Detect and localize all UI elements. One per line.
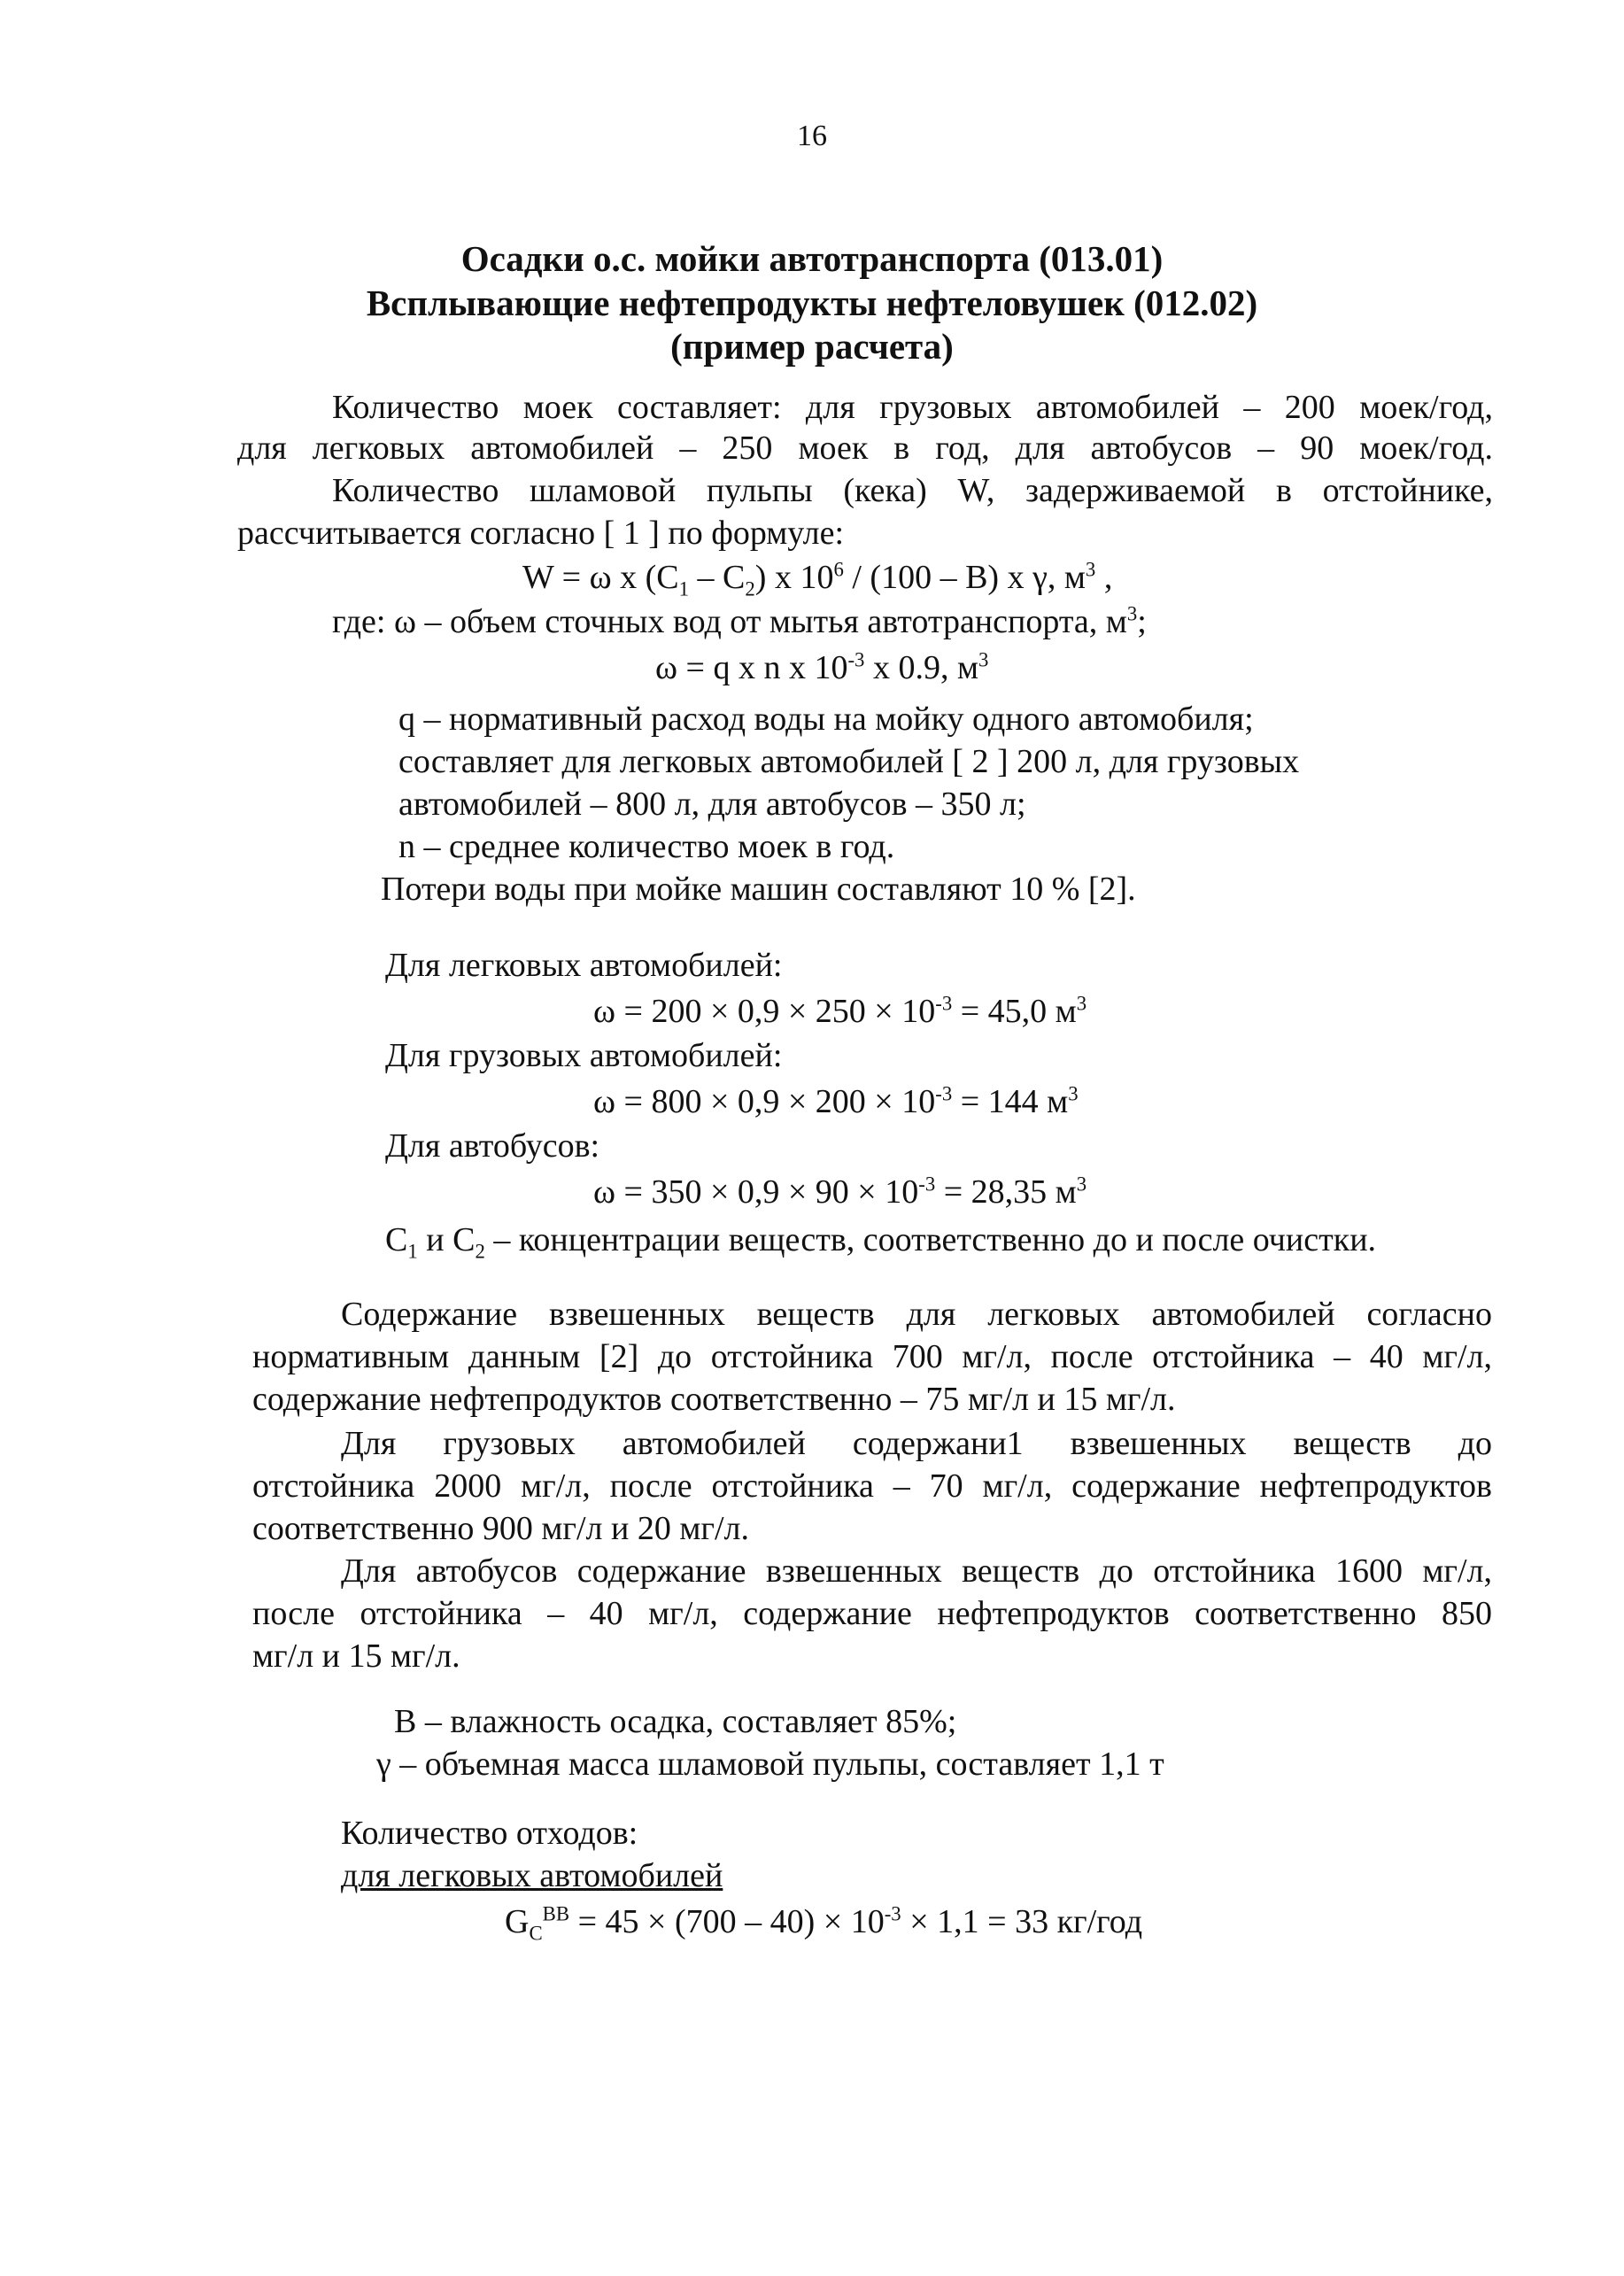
definition-q-cont2: автомобилей – 800 л, для автобусов – 350 л; [398, 786, 1026, 823]
content-p1-line3: содержание нефтепродуктов соответственно – 75 мг/л и 15 мг/л. [252, 1381, 1176, 1418]
content-p3-line2: после отстойника – 40 мг/л, содержание нефтепродуктов соответственно 850 [252, 1595, 1492, 1632]
content-p2-line2: отстойника 2000 мг/л, после отстойника – 70 мг/л, содержание нефтепродуктов [252, 1467, 1492, 1505]
trucks-formula: $\omega = 800 \times 0,9 \times 200 \times 10^{-3} = 144$ $м^3$ [593, 1082, 1079, 1120]
trucks-label: Для грузовых автомобилей: [385, 1037, 783, 1074]
concentrations-line: $C_1$ и $C_2$ – концентрации веществ, соответственно до и после очистки. [385, 1221, 1377, 1263]
waste-formula: $G_C^{BB} = 45 \times (700 - 40) \times 10^{-3} \times 1,1 = 33$ кг/год [505, 1902, 1143, 1945]
content-p3-line1: Для автобусов содержание взвешенных веществ до отстойника 1600 мг/л, [341, 1552, 1492, 1590]
cars-label: Для легковых автомобилей: [385, 947, 783, 984]
formula-omega: ω = q x n x $10^{-3}$ x 0.9, $м^3$ [655, 648, 989, 686]
content-p1-line1: Содержание взвешенных веществ для легковых автомобилей согласно [341, 1296, 1492, 1333]
param-gamma: γ – объемная масса шламовой пульпы, составляет 1,1 т [376, 1746, 1164, 1783]
intro-p2-line1: Количество шламовой пульпы (кека) W, задерживаемой в отстойнике, [332, 472, 1493, 509]
intro-p1-line1: Количество моек составляет: для грузовых автомобилей – 200 моек/год, [332, 389, 1493, 426]
where-line: где: ω – объем сточных вод от мытья автотранспорта, $м^3$; [332, 602, 1147, 640]
water-losses: Потери воды при мойке машин составляют 10 % [2]. [381, 871, 1136, 908]
definition-q: q – нормативный расход воды на мойку одного автомобиля; [398, 701, 1254, 738]
page-number: 16 [797, 120, 827, 152]
formula-w: W = ω x $(C_1 - C_2)$ x $10^6 / (100 - B)$ x γ, $м^3$ , [522, 558, 1113, 600]
param-b: B – влажность осадка, составляет 85%; [394, 1703, 957, 1740]
cars-formula: $\omega = 200 \times 0,9 \times 250 \times 10^{-3} = 45,0$ $м^3$ [593, 992, 1087, 1030]
waste-label: Количество отходов: [341, 1815, 638, 1852]
content-p1-line2: нормативным данным [2] до отстойника 700 мг/л, после отстойника – 40 мг/л, [252, 1338, 1492, 1375]
intro-p1-line2: для легковых автомобилей – 250 моек в год, для автобусов – 90 моек/год. [237, 430, 1493, 467]
waste-cars-heading: для легковых автомобилей [341, 1857, 723, 1894]
content-p2-line1: Для грузовых автомобилей содержани1 взвешенных веществ до [341, 1425, 1492, 1462]
definition-n: n – среднее количество моек в год. [398, 828, 895, 865]
bus-formula: $\omega = 350 \times 0,9 \times 90 \times 10^{-3} = 28,35$ $м^3$ [593, 1173, 1087, 1211]
title-line-2: Всплывающие нефтепродукты нефтеловушек (012.02) [366, 283, 1258, 323]
intro-p2-line2: рассчитывается согласно [ 1 ] по формуле: [237, 515, 845, 552]
title-line-3: (пример расчета) [670, 326, 954, 367]
content-p2-line3: соответственно 900 мг/л и 20 мг/л. [252, 1510, 750, 1547]
bus-label: Для автобусов: [385, 1127, 600, 1165]
definition-q-cont1: составляет для легковых автомобилей [ 2 ] 200 л, для грузовых [398, 743, 1300, 780]
title-line-1: Осадки о.с. мойки автотранспорта (013.01) [460, 238, 1164, 279]
content-p3-line3: мг/л и 15 мг/л. [252, 1637, 460, 1675]
